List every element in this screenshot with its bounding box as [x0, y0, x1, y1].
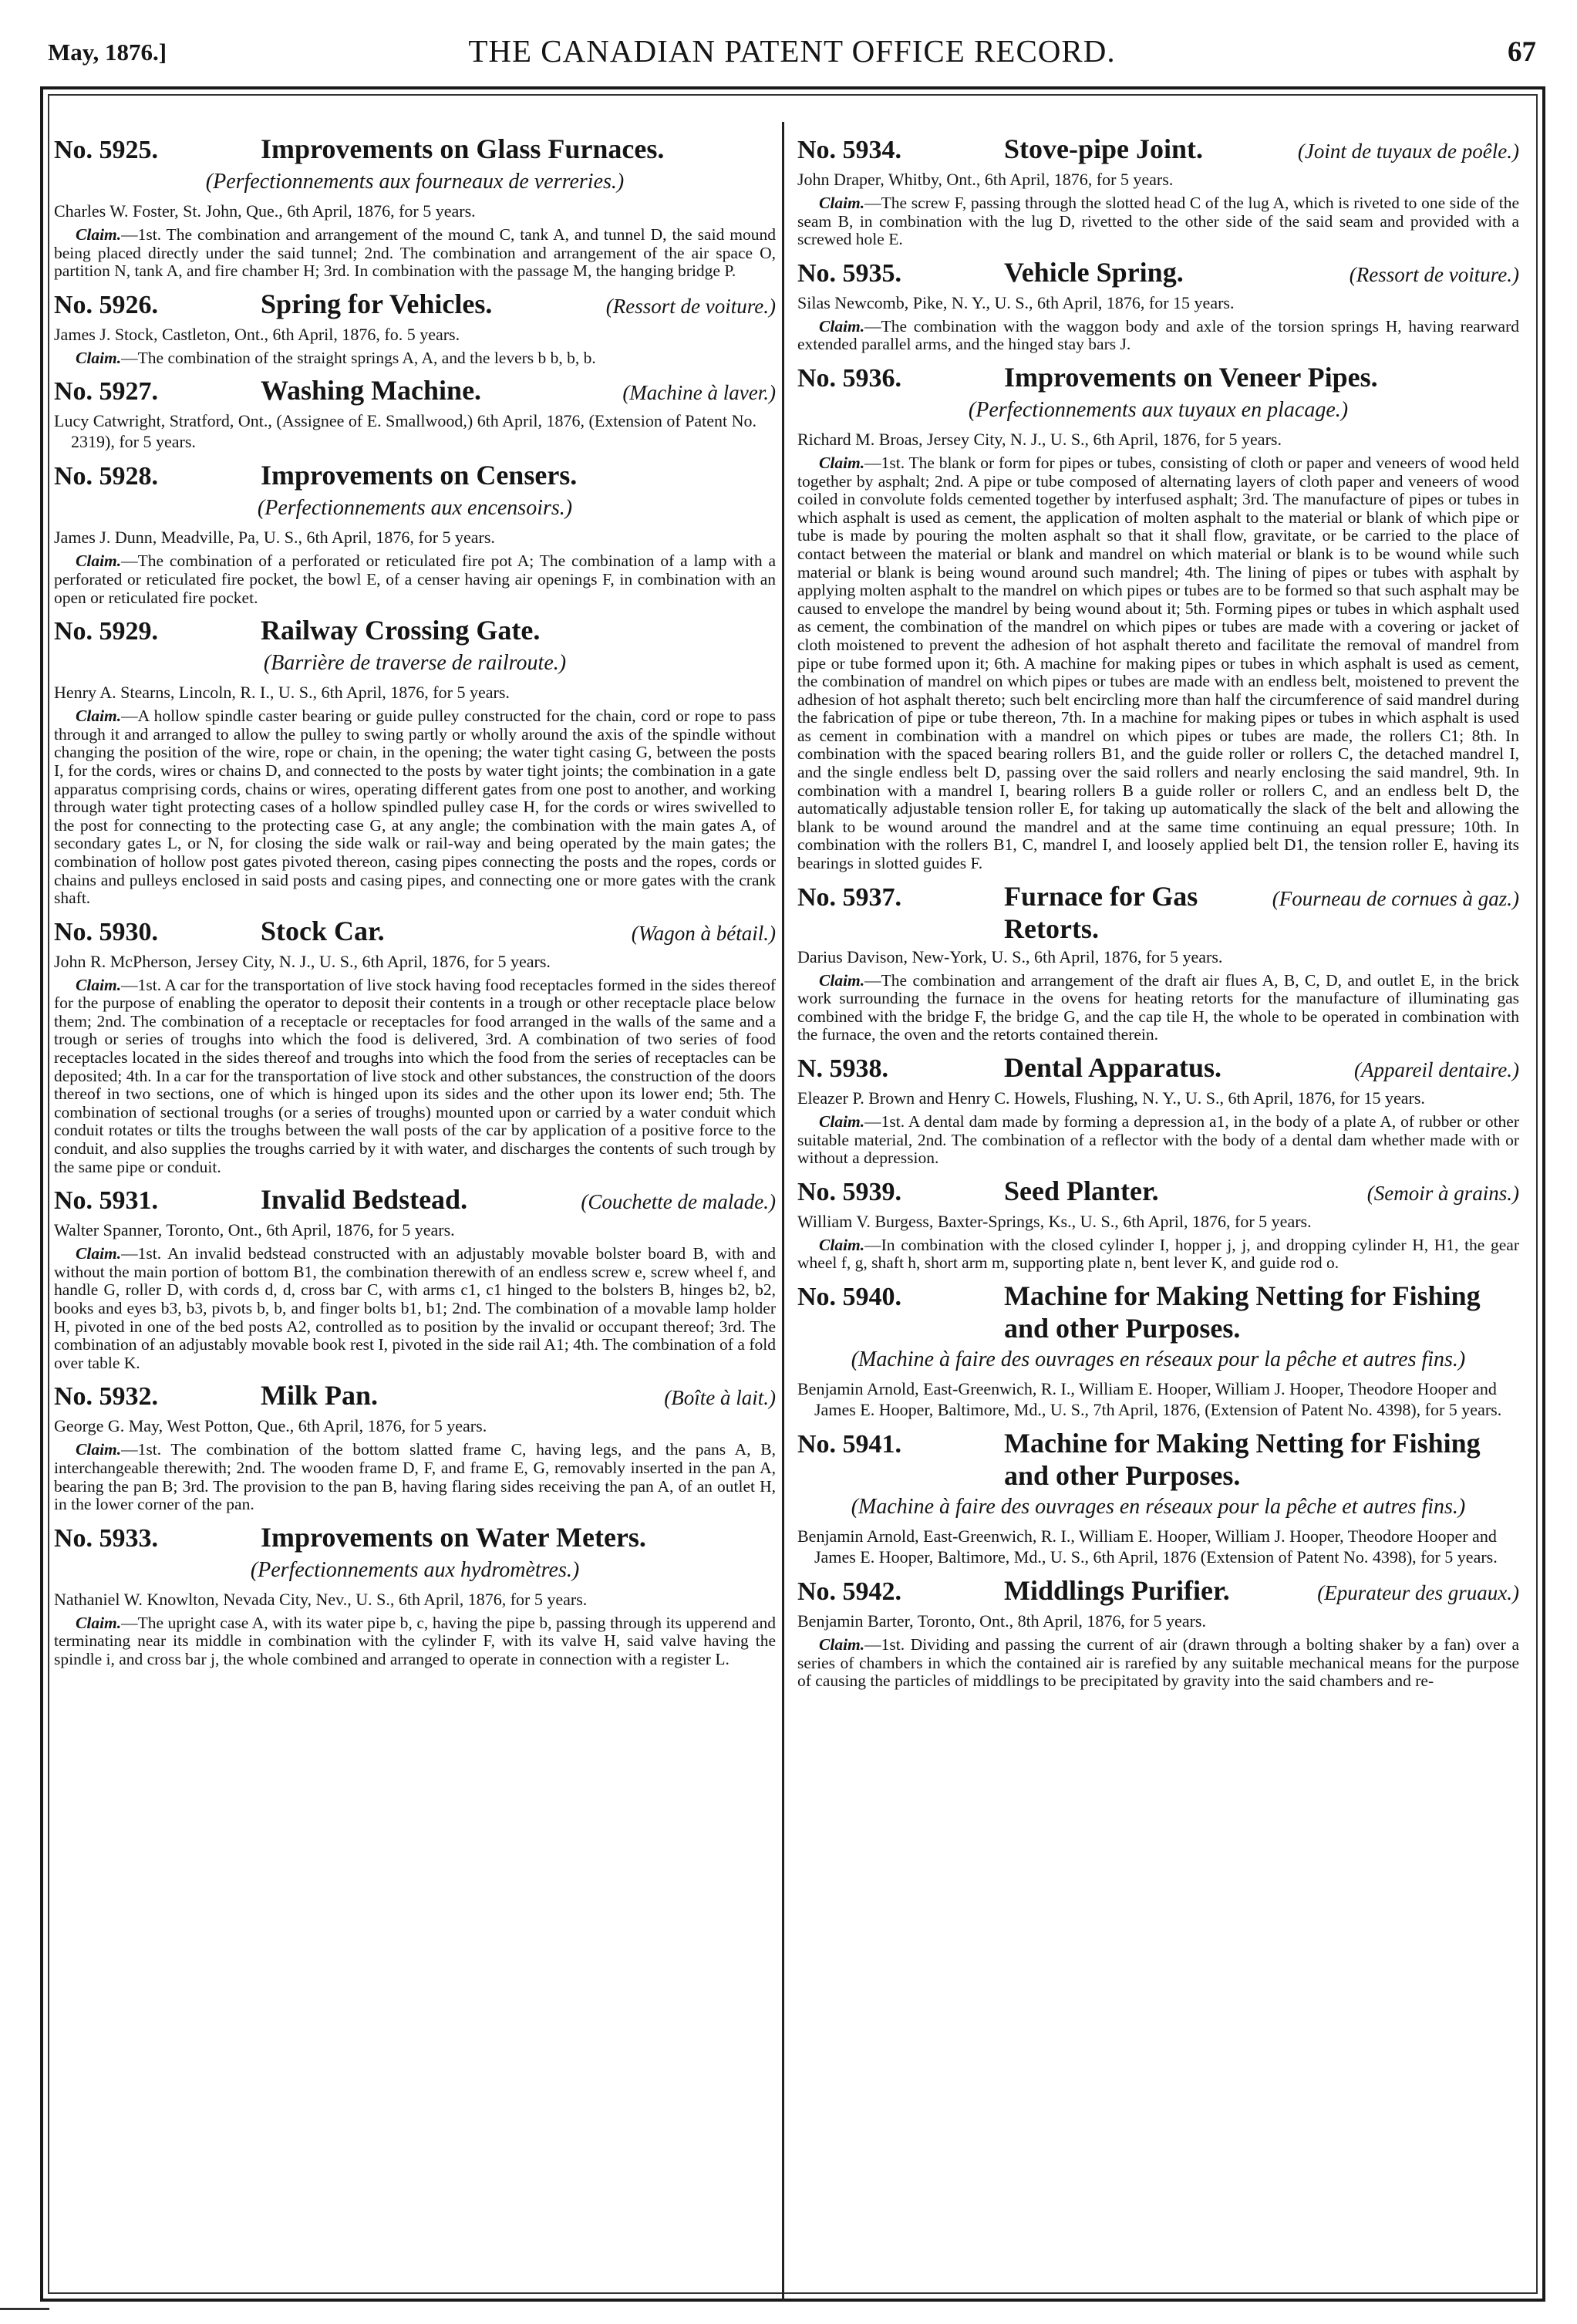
- claim-label: Claim.: [76, 551, 122, 571]
- patent-french-title: (Perfectionnements aux tuyaux en placage.): [968, 397, 1349, 422]
- patent-french-title: (Semoir à grains.): [1366, 1181, 1519, 1205]
- patent-heading: [797, 1051, 1519, 1086]
- claim-text: —A hollow spindle caster bearing or guide pulley constructed for the chain, cord or rope to pass through it and arranged to allow the pulley to swing partly or wholly around the axis of the spindle without changing the position of the wire, rope or chain, in the opening; the water tight casing G, between the posts I, for the cords, wires or chains D, and connected to the posts by water tight joints; the combination in a gate apparatus comprising cords, chains or wires, operating different gates from one post to another, and working through water tight protecting cases of a hollow spindled pulley case H, for the cords or wires swivelled to the post for connecting to the protecting case G, at any angle; the combination with the main gates A, of secondary gates L, or N, for closing the side walk or rail-way and being operated by the main gates; the combination of hollow post gates pivoted thereon, casing pipes connecting the posts and the ropes, cords or chains and pulleys enclosed in said posts and casing pipes, and connecting one or more gates with the crank shaft.: [54, 707, 776, 908]
- patent-claim: [54, 707, 776, 908]
- claim-text: —1st. A dental dam made by forming a depression a1, in the body of a plate A, of rubber or other suitable material, 2nd. The combination of a reflector with the body of a dental dam whether made with or without a depression.: [797, 1112, 1519, 1168]
- patent-inventor: James J. Dunn, Meadville, Pa, U. S., 6th April, 1876, for 5 years.: [54, 528, 495, 548]
- claim-text: —1st. Dividing and passing the current of air (drawn through a bolting shaker by a fan) over a series of chambers in which the contained air is rarefied by any suitable mechanical means for the purpose of causing the particles of middlings to be precipitated by gravity into the said chambers and re-: [797, 1634, 1519, 1691]
- patent-title: Washing Machine.: [261, 375, 482, 406]
- claim-label: Claim.: [76, 1244, 122, 1263]
- claim-text: —The combination and arrangement of the draft air flues A, B, C, D, and outlet E, in the brick work surrounding the furnace in the ovens for heating retorts for the manufacture of illuminating gas combined with the bridge F, the bridge G, and the cap tile H, the whole to be operated in combination with the furnace, the oven and the retorts contained therein.: [797, 970, 1519, 1044]
- patent-number: No. 5932.: [54, 1382, 159, 1412]
- patent-inventor: Benjamin Barter, Toronto, Ont., 8th April, 1876, for 5 years.: [797, 1611, 1206, 1631]
- patent-inventor: Walter Spanner, Toronto, Ont., 6th April, 1876, for 5 years.: [54, 1220, 455, 1240]
- patent-entry: [797, 1175, 1519, 1273]
- patent-heading: [797, 1280, 1519, 1344]
- claim-label: Claim.: [76, 1613, 122, 1632]
- patent-number: No. 5931.: [54, 1186, 159, 1216]
- patent-claim: [54, 976, 776, 1177]
- patent-number: No. 5936.: [797, 363, 902, 393]
- patent-heading: [54, 1183, 776, 1218]
- claim-text: —1st. The combination and arrangement of the mound C, tank A, and tunnel D, the said mound being placed directly under the said tunnel; 2nd. The combination and arrangement of the air space O, partition N, tank A, and fire chamber H; 3rd. In combination with the passage M, the hanging bridge P.: [54, 225, 776, 281]
- patent-french-title: (Perfectionnements aux encensoirs.): [257, 496, 573, 521]
- patent-entry: [797, 880, 1519, 1044]
- patent-heading: [54, 288, 776, 322]
- patent-french-title: (Joint de tuyaux de poêle.): [1297, 140, 1519, 163]
- patent-inventor: Henry A. Stearns, Lincoln, R. I., U. S., 6th April, 1876, for 5 years.: [54, 683, 510, 703]
- patent-heading: [797, 1574, 1519, 1609]
- claim-label: Claim.: [819, 194, 865, 212]
- patent-title: Furnace for Gas Retorts.: [1004, 880, 1198, 944]
- claim-text: —The screw F, passing through the slotted head C of the lug A, which is riveted to one side of the seam B, in combination with the lug D, rivetted to the other side of the said seam and provided with a screwed hole E.: [797, 194, 1519, 249]
- patent-french-title: (Epurateur des gruaux.): [1317, 1580, 1519, 1604]
- patent-inventor: Benjamin Arnold, East-Greenwich, R. I., William E. Hooper, William J. Hooper, Theodore Hooper and James E. Hooper, Baltimore, Md., U. S., 6th April, 1876 (Extension of Patent No. 4398), for 5 years.: [797, 1526, 1498, 1567]
- patent-title: Middlings Purifier.: [1004, 1574, 1230, 1606]
- patent-number: No. 5935.: [797, 258, 902, 288]
- patent-heading: [54, 459, 776, 493]
- patent-french-title: (Barrière de traverse de railroute.): [263, 651, 567, 676]
- patent-number: No. 5927.: [54, 377, 159, 406]
- patent-entry: [797, 133, 1519, 249]
- page-header: [48, 29, 1536, 79]
- claim-label: Claim.: [76, 707, 122, 726]
- claim-label: Claim.: [819, 1112, 865, 1131]
- patent-claim: [797, 972, 1519, 1044]
- patent-title: Invalid Bedstead.: [261, 1184, 468, 1216]
- patent-claim: [797, 1113, 1519, 1168]
- patent-heading: [54, 374, 776, 409]
- patent-entry: [797, 1574, 1519, 1691]
- claim-text: —1st. The blank or form for pipes or tubes, consisting of cloth or paper and veneers of wood held together by asphalt; 2nd. A pipe or tube composed of alternating layers of cloth paper and veneers of wood coiled in convolute folds cemented together by interfused asphalt; 3rd. The manufacture of pipes or tubes in which asphalt is used as cement, the application of molten asphalt to the material or blank of which pipe or tube is made by pouring the molten asphalt so that it shall flow, gravitate, or be carried to the place of contact between the material or blank and mandrel on which material or blank is to be wound while such material or blank is being wound around such mandrel; 4th. The lining of pipes or tubes with asphalt by applying molten asphalt to the mandrel on which pipes or tubes are to be formed so that such asphalt may be caused to envelope the mandrel by being wound about it; 5th. Forming pipes or tubes in which asphalt used as cement, the combination of the mandrel on which pipes or tubes are made with a covering or jacket of cloth moistened to prevent the adhesion of hot asphalt thereto and facilitate the removal of mandrel from pipe or tube formed upon it; 6th. A machine for making pipes or tubes in which asphalt is used as cement, the combination of mandrel on which pipes or tubes are made with an endless belt, moistened to prevent the adhesion of hot asphalt thereto; such belt encircling more than half the circumference of said mandrel during the fabrication of pipe or tube thereon, 7th. In a machine for making pipes or tubes in which asphalt is used as cement in combination with a mandrel on which pipes or tubes are made, the rollers C1; 8th. In combination with the spaced bearing rollers B1, and the guide roller or rollers C, the detached mandrel I, and the single endless belt D, passing over the said rollers and nearly enclosing the said mandrel, 9th. In combination with a mandrel I, bearing rollers B a guide roller or rollers C, and an endless belt D, the automatically adjustable tension roller E, for taking up automatically the slack of the belt and allowing the blank to be wound around the mandrel and at the same time continuing an equal pressure; 10th. In combination with the rollers B1, C, mandrel I, and loosely applied belt D1, the tension roller E, having its bearings in slotted guides F.: [797, 453, 1519, 873]
- bottom-rule: [0, 2308, 49, 2310]
- patent-claim: [54, 552, 776, 607]
- claim-label: Claim.: [76, 1440, 122, 1459]
- claim-text: —1st. The combination of the bottom slatted frame C, having legs, and the pans A, B, interchangeable therewith; 2nd. The wooden frame D, F, and frame E, G, removably inserted in the pan A, bearing the pan B; 3rd. The provision to the pan B, having flaring sides receiving the pan A, of an outlet H, in the lower corner of the pan.: [54, 1440, 776, 1514]
- patent-french-title: (Fourneau de cornues à gaz.): [1272, 886, 1519, 910]
- patent-claim: [797, 1636, 1519, 1691]
- claim-label: Claim.: [76, 975, 122, 994]
- patent-inventor: John Draper, Whitby, Ont., 6th April, 1876, for 5 years.: [797, 170, 1174, 189]
- claim-label: Claim.: [819, 316, 865, 336]
- patent-claim: [54, 1245, 776, 1372]
- patent-inventor: Nathaniel W. Knowlton, Nevada City, Nev., U. S., 6th April, 1876, for 5 years.: [54, 1589, 588, 1609]
- patent-heading: [797, 1427, 1519, 1492]
- patent-number: No. 5926.: [54, 290, 159, 319]
- patent-number: No. 5925.: [54, 136, 159, 164]
- patent-number: No. 5929.: [54, 617, 159, 646]
- patent-title: Spring for Vehicles.: [261, 288, 493, 319]
- patent-heading: [54, 614, 776, 648]
- patent-entry: [54, 614, 776, 908]
- patent-entry: [54, 374, 776, 452]
- patent-inventor: William V. Burgess, Baxter-Springs, Ks., U. S., 6th April, 1876, for 5 years.: [797, 1211, 1312, 1231]
- patent-claim: [797, 1236, 1519, 1273]
- patent-french-title: (Perfectionnements aux hydromètres.): [250, 1557, 580, 1582]
- patent-entry: [54, 1183, 776, 1372]
- patent-number: No. 5930.: [54, 917, 159, 946]
- patent-inventor: George G. May, West Potton, Que., 6th April, 1876, for 5 years.: [54, 1416, 487, 1436]
- claim-label: Claim.: [819, 970, 865, 990]
- patent-french-title: (Appareil dentaire.): [1354, 1058, 1519, 1081]
- patent-claim: [54, 1614, 776, 1669]
- patent-number: No. 5940.: [797, 1282, 902, 1311]
- claim-text: —The upright case A, with its water pipe b, c, having the pipe b, passing through its upperend and terminating near its middle in combination with the cylinder F, with its valve H, said valve having the spindle i, and cross bar j, the whole combined and arranged to operate in connection with a register L.: [54, 1613, 776, 1668]
- claim-label: Claim.: [819, 1634, 865, 1654]
- patent-entry: [797, 361, 1519, 873]
- claim-label: Claim.: [819, 453, 865, 472]
- claim-text: —1st. A car for the transportation of live stock having food receptacles formed in the sides thereof for the purpose of enabling the operator to deposit their contents in a trough or other receptacle place below them; 2nd. The combination of a receptacle or receptacles for food arranged in the walls of the same and a trough or series of troughs into which the food is delivered, 3rd. A combination of two series of food receptacles located in the sides thereof and troughs into which the food from the series of receptacles can be deposited; 4th. In a car for the transportation of live stock and other substances, the construction of the doors thereof in two sections, one of which is hinged upon its sides and the other upon its lower end; 5th. The combination of sectional troughs (or a series of troughs) mounted upon or carried by a water conduit which conduit rotates or tilts the troughs between the wall posts of the car by application of a positive force to the conduit, and also supplies the troughs carried by it with water, and discharges the contents of such trough by the same pipe or conduit.: [54, 975, 776, 1176]
- patent-title: Railway Crossing Gate.: [261, 615, 541, 646]
- patent-number: N. 5938.: [797, 1054, 889, 1083]
- patent-entry: [797, 1427, 1519, 1567]
- patent-entry: [54, 459, 776, 607]
- patent-claim: [54, 226, 776, 281]
- patent-entry: [797, 1051, 1519, 1168]
- patent-inventor: John R. McPherson, Jersey City, N. J., U. S., 6th April, 1876, for 5 years.: [54, 951, 551, 971]
- patent-title: Machine for Making Netting for Fishing and other Purposes.: [1004, 1427, 1481, 1491]
- claim-text: —1st. An invalid bedstead constructed with an adjustably movable bolster board B, with and without the main portion of bottom B1, the combination therewith of an endless screw e, screw wheel f, and handle G, roller D, with cords d, d, cross bar C, with arms c1, c1 hinged to the bolsters B, hinges b2, b2, books and eyes b3, b3, pivots b, b, and finger bolts b1, b1; 2nd. The combination of a movable lamp holder H, pivoted in one of the bed posts A2, controlled as to position by the invalid or occupant thereof; 3rd. The combination of an adjustably movable book rest I, pivoted in the side rail A1; 4th. The combination of a fold over table K.: [54, 1244, 776, 1372]
- patent-number: No. 5928.: [54, 462, 159, 491]
- patent-number: No. 5933.: [54, 1523, 159, 1553]
- patent-title: Machine for Making Netting for Fishing and other Purposes.: [1004, 1280, 1481, 1344]
- patent-heading: [797, 133, 1519, 167]
- patent-claim: [54, 349, 776, 368]
- patent-inventor: Benjamin Arnold, East-Greenwich, R. I., William E. Hooper, William J. Hooper, Theodore Hooper and James E. Hooper, Baltimore, Md., U. S., 7th April, 1876, (Extension of Patent No. 4398), for 5 years.: [797, 1378, 1502, 1419]
- claim-text: —The combination of a perforated or reticulated fire pot A; The combination of a lamp with a perforated or reticulated fire pocket, the bowl E, of a censer having air openings F, in combination with an open or reticulated fire pocket.: [54, 551, 776, 607]
- claim-label: Claim.: [76, 348, 122, 367]
- patent-number: No. 5941.: [797, 1429, 902, 1459]
- patent-entry: [797, 1280, 1519, 1420]
- patent-inventor: Darius Davison, New-York, U. S., 6th April, 1876, for 5 years.: [797, 946, 1223, 966]
- right-column: [797, 133, 1519, 2292]
- patent-french-title: (Machine à faire des ouvrages en réseaux pour la pêche et autres fins.): [851, 1347, 1466, 1371]
- patent-claim: [797, 454, 1519, 873]
- patent-heading: [797, 1175, 1519, 1209]
- patent-heading: [54, 1521, 776, 1555]
- patent-inventor: Eleazer P. Brown and Henry C. Howels, Flushing, N. Y., U. S., 6th April, 1876, for 15 years.: [797, 1088, 1425, 1108]
- patent-number: No. 5937.: [797, 882, 902, 912]
- patent-heading: [797, 256, 1519, 291]
- issue-date: May, 1876.]: [48, 39, 167, 66]
- patent-title: Vehicle Spring.: [1004, 256, 1184, 288]
- patent-inventor: Silas Newcomb, Pike, N. Y., U. S., 6th April, 1876, for 15 years.: [797, 292, 1235, 312]
- patent-entry: [54, 288, 776, 368]
- patent-title: Dental Apparatus.: [1004, 1052, 1222, 1083]
- patent-title: Improvements on Censers.: [261, 460, 578, 491]
- patent-inventor: Lucy Catwright, Stratford, Ont., (Assignee of E. Smallwood,) 6th April, 1876, (Extension of Patent No. 2319), for 5 years.: [54, 411, 757, 452]
- patent-heading: [797, 880, 1519, 945]
- claim-text: —The combination with the waggon body and axle of the torsion springs H, having rearward extended parallel arms, and the hinged stay bars J.: [797, 316, 1519, 354]
- publication-title: THE CANADIAN PATENT OFFICE RECORD.: [468, 33, 1116, 69]
- patent-heading: [797, 361, 1519, 395]
- patent-claim: [797, 194, 1519, 249]
- claim-label: Claim.: [819, 1235, 865, 1254]
- patent-title: Milk Pan.: [261, 1380, 379, 1412]
- patent-claim: [54, 1441, 776, 1513]
- patent-number: No. 5939.: [797, 1177, 902, 1206]
- patent-title: Seed Planter.: [1004, 1175, 1159, 1206]
- claim-text: —The combination of the straight springs A, A, and the levers b b, b, b.: [121, 348, 596, 367]
- patent-inventor: James J. Stock, Castleton, Ont., 6th April, 1876, fo. 5 years.: [54, 324, 460, 344]
- patent-french-title: (Ressort de voiture.): [1349, 262, 1519, 286]
- patent-title: Improvements on Glass Furnaces.: [261, 133, 665, 164]
- patent-title: Stock Car.: [261, 915, 385, 946]
- patent-title: Improvements on Veneer Pipes.: [1004, 361, 1378, 393]
- patent-title: Improvements on Water Meters.: [261, 1521, 646, 1553]
- patent-french-title: (Machine à laver.): [622, 381, 776, 405]
- patent-heading: [54, 133, 776, 167]
- patent-entry: [54, 1521, 776, 1669]
- patent-french-title: (Ressort de voiture.): [605, 294, 776, 318]
- patent-entry: [54, 915, 776, 1177]
- patent-inventor: Charles W. Foster, St. John, Que., 6th April, 1876, for 5 years.: [54, 201, 476, 221]
- patent-inventor: Richard M. Broas, Jersey City, N. J., U. S., 6th April, 1876, for 5 years.: [797, 429, 1282, 449]
- patent-french-title: (Perfectionnements aux fourneaux de verreries.): [205, 170, 625, 194]
- patent-title: Stove-pipe Joint.: [1004, 133, 1204, 164]
- claim-text: —In combination with the closed cylinder I, hopper j, j, and dropping cylinder H, H1, the gear wheel f, g, shaft h, short arm m, supporting plate n, bent lever K, and guide rod o.: [797, 1235, 1519, 1273]
- patent-french-title: (Machine à faire des ouvrages en réseaux pour la pêche et autres fins.): [851, 1494, 1466, 1519]
- patent-entry: [54, 133, 776, 281]
- patent-french-title: (Boîte à lait.): [664, 1386, 776, 1410]
- patent-heading: [54, 915, 776, 950]
- left-column: [54, 133, 776, 2292]
- page-number: 67: [1508, 36, 1536, 68]
- patent-number: No. 5942.: [797, 1577, 902, 1606]
- patent-entry: [54, 1379, 776, 1513]
- patent-number: No. 5934.: [797, 136, 902, 164]
- patent-french-title: (Wagon à bétail.): [631, 921, 776, 945]
- patent-french-title: (Couchette de malade.): [581, 1190, 776, 1214]
- claim-label: Claim.: [76, 225, 122, 244]
- column-divider: [782, 122, 784, 2301]
- patent-claim: [797, 318, 1519, 354]
- patent-heading: [54, 1379, 776, 1414]
- patent-entry: [797, 256, 1519, 354]
